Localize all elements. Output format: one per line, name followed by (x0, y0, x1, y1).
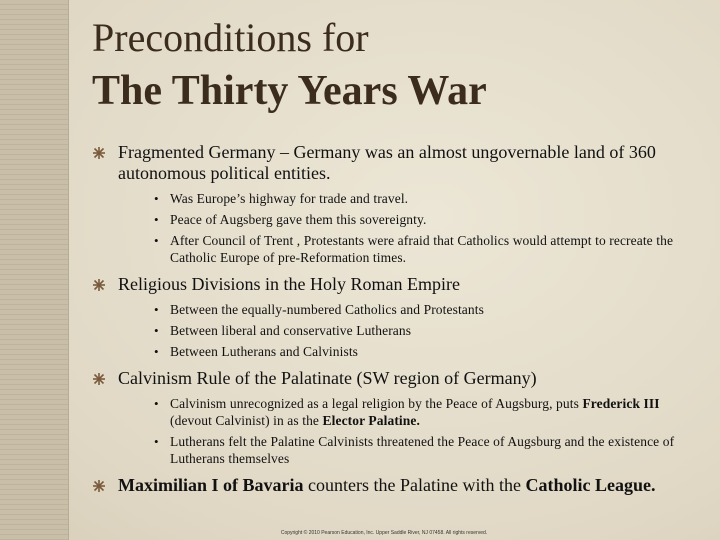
dot-bullet-icon: • (154, 323, 159, 338)
main-point-text: counters the Palatine with the (303, 475, 526, 495)
subpoint-text: Between Lutherans and Calvinists (170, 344, 359, 359)
main-point (92, 475, 697, 496)
ornament-bullet-icon (92, 372, 106, 386)
subpoint-emphasis: Frederick III (582, 396, 660, 411)
dot-bullet-icon: • (154, 191, 159, 206)
dot-bullet-icon: • (154, 212, 159, 227)
subpoint (154, 232, 697, 266)
copyright-footer: Copyright © 2010 Pearson Education, Inc. Upper Saddle River, NJ 07458. All rights reserved. (280, 530, 488, 536)
subpoint (154, 211, 697, 228)
subpoint (154, 433, 697, 467)
dot-bullet-icon: • (154, 302, 159, 317)
subpoint (154, 301, 697, 318)
subpoint (154, 190, 697, 207)
main-point-emphasis: Maximilian I of Bavaria (118, 475, 304, 495)
ornament-bullet-icon (92, 278, 106, 292)
subpoint-text: Was Europe’s highway for trade and travel. (170, 191, 409, 206)
dot-bullet-icon: • (154, 396, 159, 411)
subpoint-list (92, 190, 697, 266)
ornament-bullet-icon (92, 146, 106, 160)
dot-bullet-icon: • (154, 233, 159, 248)
main-point (92, 368, 697, 389)
slide-title-line2: The Thirty Years War (92, 68, 487, 114)
subpoint-emphasis: Elector Palatine. (322, 413, 420, 428)
ornament-bullet-icon (92, 479, 106, 493)
main-point-text: Calvinism Rule of the Palatinate (SW region of Germany) (118, 368, 537, 388)
subpoint (154, 395, 697, 429)
subpoint-text: (devout Calvinist) in as the (170, 413, 323, 428)
subpoint (154, 322, 697, 339)
main-point (92, 142, 697, 184)
subpoint-text: After Council of Trent , Protestants were afraid that Catholics would attempt to recreate the Catholic Europe of pre-Reformation times. (170, 233, 674, 265)
dot-bullet-icon: • (154, 344, 159, 359)
main-point-emphasis: Catholic League. (525, 475, 656, 495)
dot-bullet-icon: • (154, 434, 159, 449)
subpoint-text: Lutherans felt the Palatine Calvinists threatened the Peace of Augsburg and the existence of Lutherans themselves (170, 434, 675, 466)
main-point (92, 274, 697, 295)
slide-content (92, 142, 697, 502)
slide-title-line1: Preconditions for (92, 15, 369, 60)
subpoint-text: Between the equally-numbered Catholics and Protestants (170, 302, 484, 317)
main-point-text: Religious Divisions in the Holy Roman Empire (118, 274, 460, 294)
subpoint-list (92, 301, 697, 360)
subpoint-text: Peace of Augsberg gave them this sovereignty. (170, 212, 427, 227)
left-decorative-stripe (0, 0, 69, 540)
subpoint (154, 343, 697, 360)
main-point-text: Fragmented Germany – Germany was an almost ungovernable land of 360 autonomous political entities. (118, 142, 656, 183)
subpoint-text: Between liberal and conservative Lutherans (170, 323, 412, 338)
subpoint-text: Calvinism unrecognized as a legal religion by the Peace of Augsburg, puts (170, 396, 583, 411)
subpoint-list (92, 395, 697, 467)
